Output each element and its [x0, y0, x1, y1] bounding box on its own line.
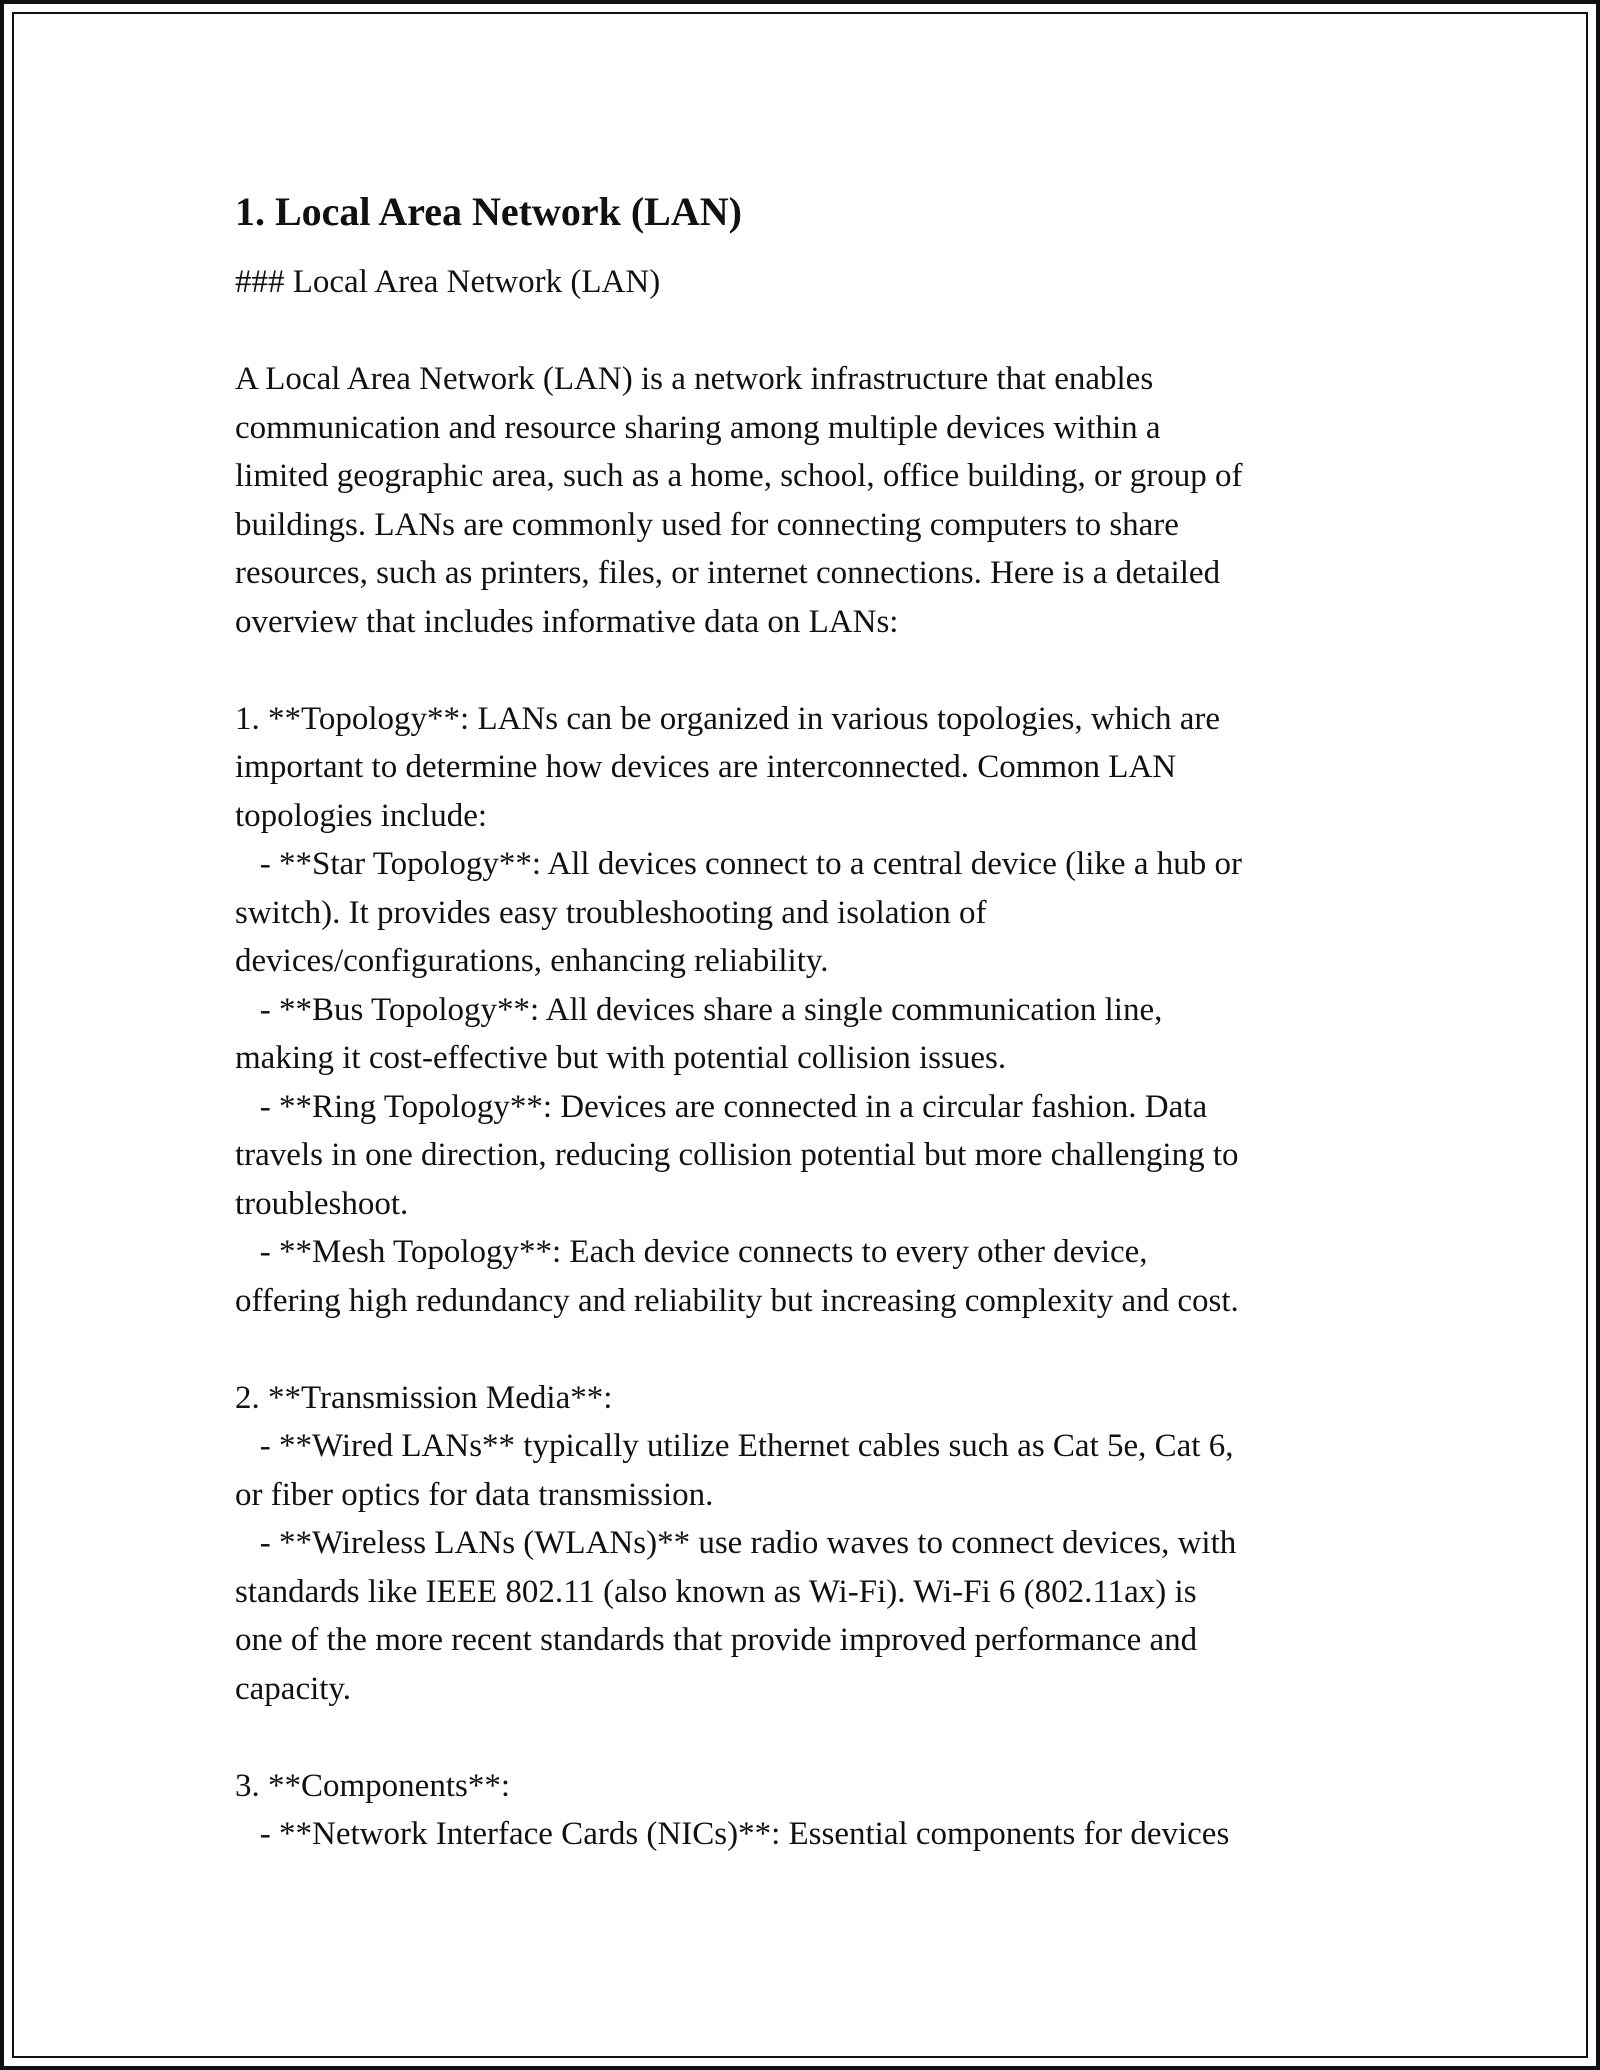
document-content	[235, 186, 1385, 1859]
document-body: ### Local Area Network (LAN) A Local Area Network (LAN) is a network infrastructure that enables communication and resource sharing among multiple devices within a limited geographic area, such as a home, school, office building, or group of buildings. LANs are commonly used for connecting computers to share resources, such as printers, files, or internet connections. Here is a detailed overview that includes informative data on LANs: 1. **Topology**: LANs can be organized in various topologies, which are important to determine how devices are interconnected. Common LAN topologies include: - **Star Topology**: All devices connect to a central device (like a hub or switch). It provides easy troubleshooting and isolation of devices/configurations, enhancing reliability. - **Bus Topology**: All devices share a single communication line, making it cost-effective but with potential collision issues. - **Ring Topology**: Devices are connected in a circular fashion. Data travels in one direction, reducing collision potential but more challenging to troubleshoot. - **Mesh Topology**: Each device connects to every other device, offering high redundancy and reliability but increasing complexity and cost. 2. **Transmission Media**: - **Wired LANs** typically utilize Ethernet cables such as Cat 5e, Cat 6, or fiber optics for data transmission. - **Wireless LANs (WLANs)** use radio waves to connect devices, with standards like IEEE 802.11 (also known as Wi-Fi). Wi-Fi 6 (802.11ax) is one of the more recent standards that provide improved performance and capacity. 3. **Components**: - **Network Interface Cards (NICs)**: Essential components for devices	[235, 264, 1243, 1852]
document-title: 1. Local Area Network (LAN)	[235, 189, 742, 234]
